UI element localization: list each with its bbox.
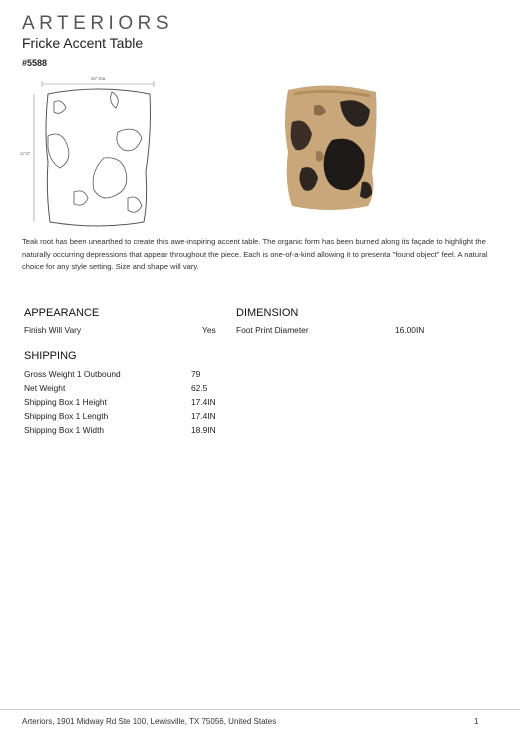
- shipping-row-label: Shipping Box 1 Width: [24, 425, 105, 435]
- appearance-row-label: Finish Will Vary: [24, 325, 82, 335]
- product-photo: [278, 82, 382, 212]
- product-sku: #5588: [22, 58, 48, 68]
- drawing-width-label: 16" Dia: [90, 76, 106, 81]
- shipping-row-label: Shipping Box 1 Length: [24, 411, 109, 421]
- brand-logo: ARTERIORS: [22, 13, 174, 34]
- footer-divider: [0, 709, 520, 710]
- shipping-row-label: Shipping Box 1 Height: [24, 397, 107, 407]
- appearance-row-value: Yes: [202, 325, 216, 335]
- shipping-row-value: 17.4IN: [191, 397, 216, 407]
- dimension-heading: DIMENSION: [236, 307, 299, 319]
- product-line-drawing: [18, 72, 168, 232]
- dimension-row-label: Foot Print Diameter: [236, 325, 309, 335]
- dimension-row-value: 16.00IN: [395, 325, 425, 335]
- shipping-row-value: 17.4IN: [191, 411, 216, 421]
- shipping-row-label: Gross Weight 1 Outbound: [24, 369, 121, 379]
- shipping-row-value: 18.9IN: [191, 425, 216, 435]
- shipping-row-value: 79: [191, 369, 201, 379]
- shipping-heading: SHIPPING: [24, 350, 77, 362]
- page-number: 1: [474, 717, 479, 726]
- product-title: Fricke Accent Table: [22, 35, 144, 51]
- appearance-heading: APPEARANCE: [24, 307, 100, 319]
- shipping-row-value: 62.5: [191, 383, 208, 393]
- product-description: Teak root has been unearthed to create this awe-inspiring accent table. The organic form has been burned along its façade to highlight the naturally occurring depressions that appear throughout the piece. Each is one-of-a-kind allowing it to presenta "found object" feel. A natural choice for any style setting. Size and shape will vary.: [22, 237, 488, 271]
- drawing-height-label: 17.5": [20, 151, 31, 156]
- footer-address: Arteriors, 1901 Midway Rd Ste 100, Lewisville, TX 75056, United States: [22, 717, 277, 726]
- shipping-row-label: Net Weight: [24, 383, 66, 393]
